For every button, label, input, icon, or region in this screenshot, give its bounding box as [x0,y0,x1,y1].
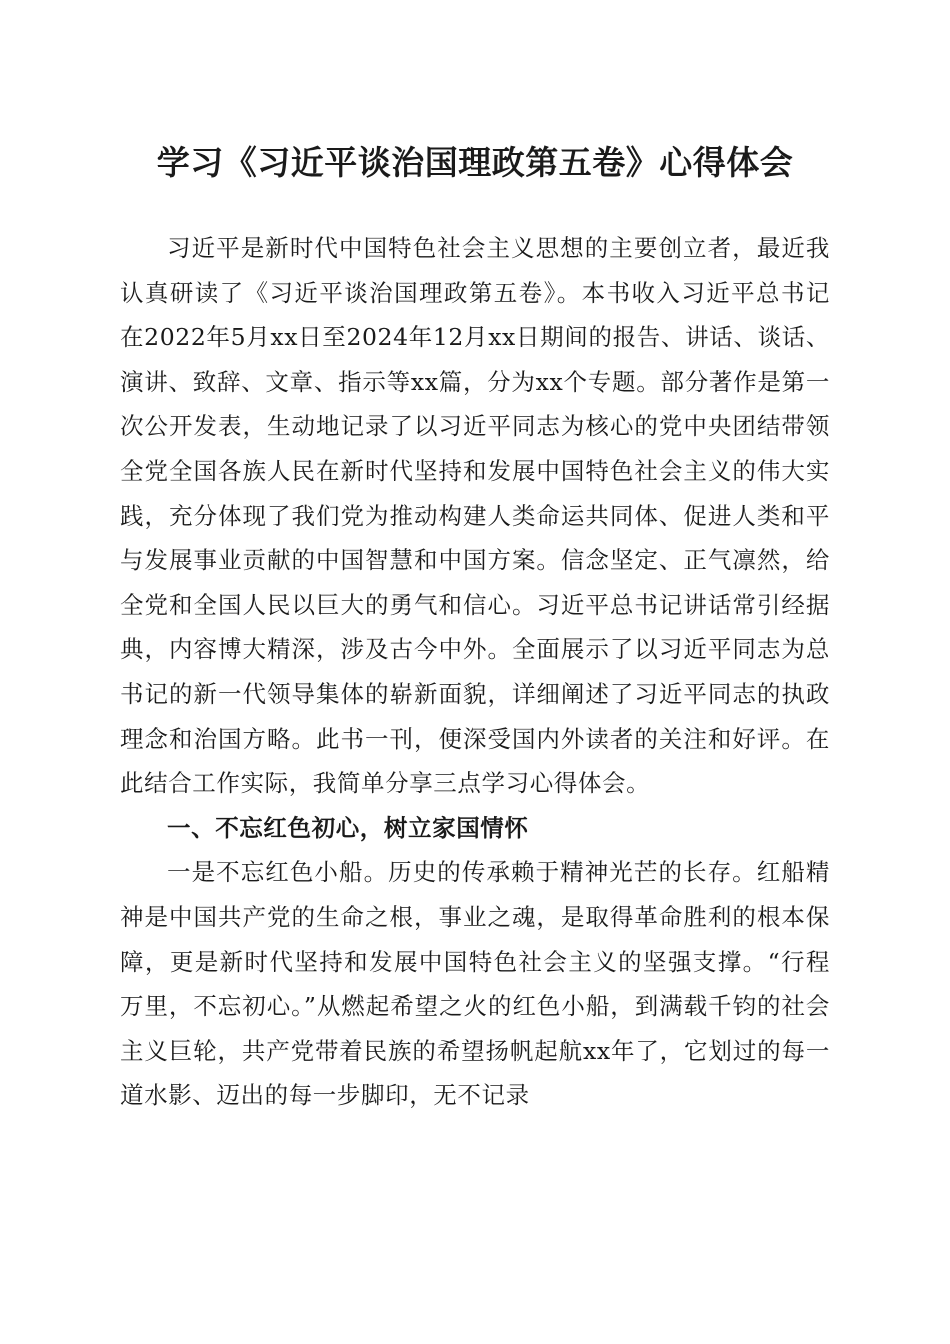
section-heading: 一、不忘红色初心，树立家国情怀 [167,813,529,842]
document-body [120,226,830,1118]
section-paragraph: 一是不忘红色小船。历史的传承赖于精神光芒的长存。红船精神是中国共产党的生命之根，事业之魂，是取得革命胜利的根本保障，更是新时代坚持和发展中国特色社会主义的坚强支撑。“行程万里，不忘初心。”从燃起希望之火的红色小船，到满载千钧的社会主义巨轮，共产党带着民族的希望扬帆起航xx年了，它划过的每一道水影、迈出的每一步脚印，无不记录 [120,858,830,1110]
document-title: 学习《习近平谈治国理政第五卷》心得体会 [156,143,794,182]
intro-paragraph: 习近平是新时代中国特色社会主义思想的主要创立者，最近我认真研读了《习近平谈治国理政第五卷》。本书收入习近平总书记在2022年5月xx日至2024年12月xx日期间的报告、讲话、谈话、演讲、致辞、文章、指示等xx篇，分为xx个专题。部分著作是第一次公开发表，生动地记录了以习近平同志为核心的党中央团结带领全党全国各族人民在新时代坚持和发展中国特色社会主义的伟大实践，充分体现了我们党为推动构建人类命运共同体、促进人类和平与发展事业贡献的中国智慧和中国方案。信念坚定、正气凛然，给全党和全国人民以巨大的勇气和信心。习近平总书记讲话常引经据典，内容博大精深，涉及古今中外。全面展示了以习近平同志为总书记的新一代领导集体的崭新面貌，详细阐述了习近平同志的执政理念和治国方略。此书一刊，便深受国内外读者的关注和好评。在此结合工作实际，我简单分享三点学习心得体会。 [120,234,830,798]
